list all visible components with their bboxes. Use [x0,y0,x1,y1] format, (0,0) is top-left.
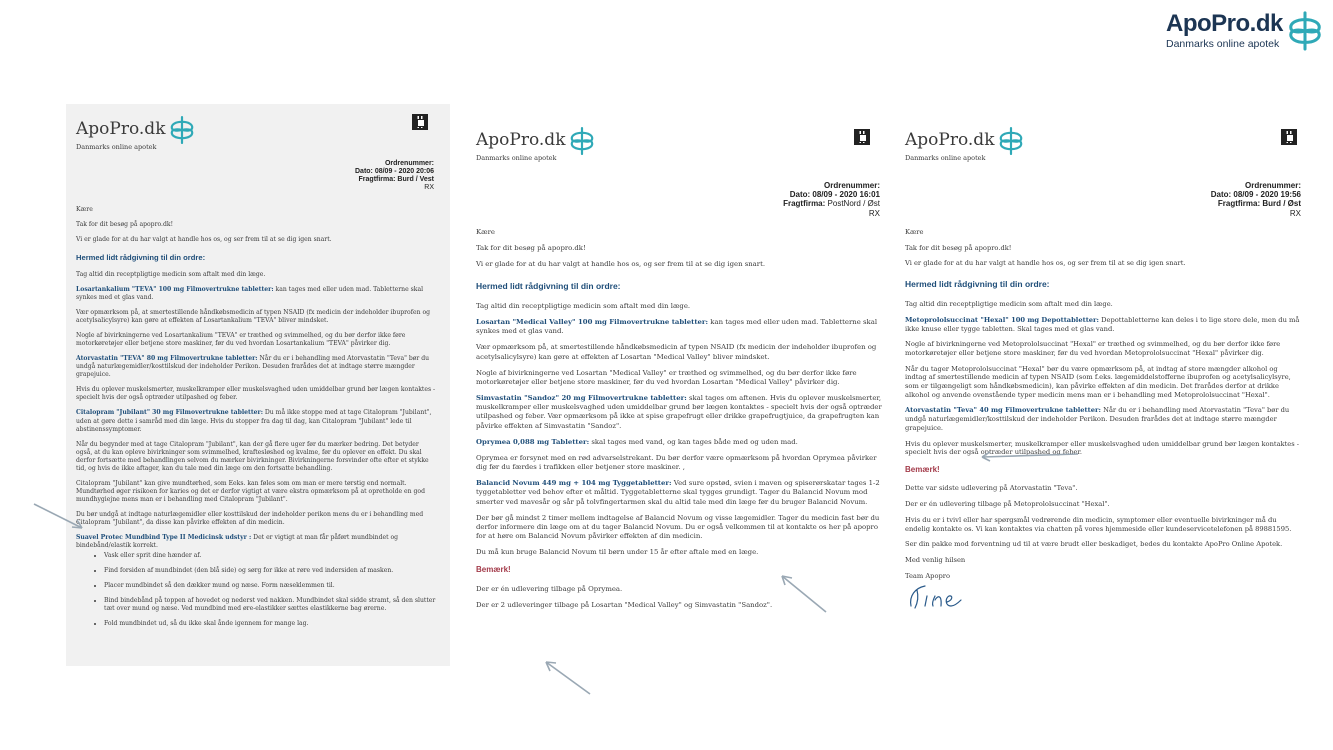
carrier: Fragtfirma: Burd / Vest [358,176,434,184]
drug-advice-4: Suavel Protec Mundbind Type II Medicinsk udstyr : Det er vigtigt at man får påført mundbindet og bindebånd/elastik korrekt. [76,533,399,549]
drug-advice-3: Oprymea 0,088 mg Tabletter: skal tages med vand, og kan tages både med og uden mad. [476,437,798,446]
brand-wordmark: ApoPro.dk [1166,10,1283,37]
paragraph: Der bør gå mindst 2 timer mellem indtagelse af Balancid Novum og visse lægemidler. Tager du medicin fast bør du derfor informere din læge om at du tager Balancid Novum. Du er også velkommen til at kontakte os her på apopro for at høre om Balancid Novum påvirker effekten af din medicin. [476,513,880,541]
letter-logo [476,129,596,163]
paragraph: Hvis du oplever muskelsmerter, muskelkramper eller muskelsvaghed uden umiddelbar grund bør lægen kontaktes - specielt hvis der også optræder utilpashed og feber. [905,439,1300,457]
general-advice: Tag altid din receptpligtige medicin som aftalt med din læge. [76,271,266,279]
order-meta [783,181,880,218]
annotation-arrow-icon [776,572,832,616]
paragraph: Nogle af bivirkningerne ved Losartan "Medical Valley" er træthed og svimmelhed, og du bør derfor ikke føre motorkøretøjer eller betjene store maskiner, før du ved hvordan Losartan "Medical Valley" påvirker dig. [476,368,857,386]
qr-code-icon [854,129,870,145]
paragraph: Når du begynder med at tage Citalopram "Jubilant", kan der gå flere uger før du mærker bedring. Det betyder også, at du kan opleve bivirkninger som svimmelhed, kraftesløshed og kvalme, før du oplever en effekt. Du skal derfor fortsætte med behandlingen selvom du mærker bivirkninger. Bivirkningerne forsvinder ofte efter et stykke tid, og hvis de ikke aftager, kan du tale med din læge om den fortsatte behandling. [76,440,429,472]
list-item: • Find forsiden af mundbindet (den blå side) og sørg for ikke at røre ved indersiden af masken. [104,567,436,575]
paragraph: Nogle af bivirkningerne ved Metoprololsuccinat "Hexal" er træthed og svimmelhed, og du bør derfor ikke føre motorkøretøjer eller betjene store maskiner, før du ved hvordan Metoprololsuccinat "Hexal" påvirker dig. [905,340,1281,357]
caduceus-knot-icon [1286,10,1324,52]
brand-tagline: Danmarks online apotek [905,153,986,162]
brand-wordmark: ApoPro.dk [905,130,995,150]
paragraph: Citalopram "Jubilant" kan give mundtørhed, som Eeks. kan føles som om man er mere tørstig end normalt. Mundtørhed øger risikoen for karies og det er derfor vigtigt at være ekstra opmærksom på at opretholde en god mundhygiejne mens man er i behandling med Citalopram "Jubilant". [76,479,425,503]
rx-label: RX [424,184,434,192]
prescription-letter-1 [66,104,450,666]
annotation-arrow-icon [30,500,90,534]
thanks-text: Tak for dit besøg på apopro.dk! [76,221,174,229]
letter-body [476,228,882,617]
paragraph: Ser din pakke mod forventning ud til at være brudt eller beskadiget, bedes du kontakte ApoPro Online Apotek. [905,540,1283,549]
order-date: Dato: 08/09 - 2020 19:56 [1210,190,1301,200]
rx-label: RX [1289,208,1301,218]
annotation-arrow-icon [976,448,1082,462]
brand-tagline: Danmarks online apotek [1166,38,1280,50]
brand-wordmark: ApoPro.dk [476,130,566,150]
list-item: • Bind bindebånd på toppen af hovedet og nederst ved nakken. Mundbindet skal sidde stramt, så den slutter tæt over mund og næse. Ved mundbind med øre-elastikker sættes elastikkerne bag ørerne. [104,597,436,613]
order-date: Dato: 08/09 - 2020 16:01 [789,190,880,200]
glad-text: Vi er glade for at du har valgt at handle hos os, og ser frem til at se dig igen snart. [76,236,332,244]
brand-tagline: Danmarks online apotek [76,142,157,151]
order-meta [1211,181,1301,218]
bemaerk-heading: Bemærk! [476,565,511,575]
caduceus-knot-icon [997,126,1025,156]
paragraph: Der er 2 udleveringer tilbage på Losartan "Medical Valley" og Simvastatin "Sandoz". [476,601,773,610]
list-item: • Placer mundbindet så den dækker mund og næse. Form næseklemmen til. [104,582,436,590]
paragraph: Vær opmærksom på, at smertestillende håndkøbsmedicin af typen NSAID (fx medicin der indeholder ibuprofen og acetylsalicylsyre) kan gøre at effekten af Losartan "Medical Valley" bliver mindsket. [476,343,877,361]
thanks-text: Tak for dit besøg på apopro.dk! [476,244,586,253]
letter-body [905,228,1301,615]
rx-label: RX [868,208,880,218]
qr-code-icon [412,114,428,130]
paragraph: Hvis du oplever muskelsmerter, muskelkramper eller muskelsvaghed uden umiddelbar grund bør lægen kontaktes - specielt hvis der også optræder utilpashed og feber. [76,386,436,402]
general-advice: Tag altid din receptpligtige medicin som aftalt med din læge. [476,301,691,310]
paragraph: Hvis du er i tvivl eller har spørgsmål vedrørende din medicin, symptomer eller eventuelle bivirkninger må du endelig kontakte os. Vi kan kontaktes via chatten på vores hjemmeside eller kundeservicetelefonen på 89881595. [905,515,1292,533]
paragraph: Dette var sidste udlevering på Atorvastatin "Teva". [905,484,1078,493]
paragraph: Der er én udlevering tilbage på Oprymea. [476,585,623,594]
mask-instructions-list [76,552,436,628]
bemaerk-heading: Bemærk! [905,465,940,474]
glad-text: Vi er glade for at du har valgt at handle hos os, og ser frem til at se dig igen snart. [905,259,1186,268]
glad-text: Vi er glade for at du har valgt at handle hos os, og ser frem til at se dig igen snart. [476,260,766,269]
advice-heading: Hermed lidt rådgivning til din ordre: [76,253,206,263]
order-number-label: Ordrenummer: [384,160,434,167]
carrier-label: Fragtfirma: [783,199,826,209]
paragraph: Oprymea er forsynet med en rød advarselstrekant. Du bør derfor være opmærksom på hvordan Oprymea påvirker dig før du færdes i trafikken eller betjener store maskiner. , [476,453,877,472]
order-date: Dato: 08/09 - 2020 20:06 [355,168,434,176]
caduceus-knot-icon [168,115,196,145]
prescription-letter-3 [903,121,1313,681]
advice-heading: Hermed lidt rådgivning til din ordre: [905,279,1050,290]
brand-wordmark: ApoPro.dk [76,119,166,139]
advice-heading: Hermed lidt rådgivning til din ordre: [476,280,621,291]
order-number-label: Ordrenummer: [823,181,880,190]
drug-advice-1: Metoprololsuccinat "Hexal" 100 mg Depottabletter: Depottabletterne kan deles i to lige store dele, men du må ikke knuse eller tygge tabletten. Skal tages med et glas vand. [905,315,1300,333]
greeting: Kære [476,228,495,236]
handwritten-signature [905,582,965,612]
main-brand-logo[interactable] [1166,12,1324,52]
drug-advice-1: Losartan "Medical Valley" 100 mg Filmovertrukne tabletter: kan tages med eller uden mad. Tabletterne skal synkes med et glas vand. [476,317,878,336]
drug-advice-2: Simvastatin "Sandoz" 20 mg Filmovertrukne tabletter: skal tages om aftenen. Hvis du oplever muskelsmerter, muskelkramper eller muskelsvaghed uden umiddelbar grund bør lægen kontaktes - specielt hvis der også optræder utilpashed og feber. Vær opmærksom på ikke at spise grapefrugt eller drikke grapefrugtjuice, da grapefrugten kan påvirke effekten af Simvastatin "Sandoz". [476,394,882,430]
annotation-arrow-icon [540,658,596,698]
drug-advice-3: Citalopram "Jubilant" 30 mg Filmovertrukne tabletter: Du må ikke stoppe med at tage Citalopram "Jubilant", uden at gøre dette i samråd med din læge. Hvis du stopper fra dag til dag, kan Citalopram "Jubilant" lede til abstinenssymptomer. [76,409,432,433]
letter-logo [905,129,1025,163]
paragraph: Der er én udlevering tilbage på Metoprololsuccinat "Hexal". [905,500,1110,509]
greeting: Kære [905,228,924,236]
carrier: Fragtfirma: Burd / Øst [1217,199,1301,209]
letter-logo [76,118,196,152]
caduceus-knot-icon [568,126,596,156]
drug-advice-2: Atorvastatin "TEVA" 80 mg Filmovertrukne tabletter: Når du er i behandling med Atorvastatin "Teva" bør du undgå naturlægemidler/kosttilskud der indeholder Perikon. Desuden frarådes det at indtage større mængder grapejuice. [76,355,430,379]
paragraph: Vær opmærksom på, at smertestillende håndkøbsmedicin af typen NSAID (fx medicin der indeholder ibuprofen og acetylsalicylsyre) kan gøre at effekten af Losartankalium "TEVA" bliver mindsket. [76,309,431,325]
greeting: Kære [76,206,93,213]
order-meta [355,160,434,192]
drug-advice-2: Atorvastatin "Teva" 40 mg Filmovertrukne tabletter: Når du er i behandling med Atorvastatin "Teva" bør du undgå naturlægemidler/kosttilskud der indeholder Perikon. Desuden frarådes det at indtage større mængder grapejuice. [905,406,1290,432]
drug-advice-4: Balancid Novum 449 mg + 104 mg Tyggetabletter: Ved sure opstød, svien i maven og spiserørskatar tages 1-2 tyggetabletter ved behov efter et måltid. Tyggetabletterne skal tygges grundigt. Tager du Balancid Novum mod smerter ved mavesår og sår på tolvfingertarmen skal du altid tale med din læge før du bruger Balancid Novum. [476,479,880,506]
letter-body [76,206,436,635]
signoff-team: Team Apopro [905,571,950,580]
paragraph: Nogle af bivirkningerne ved Losartankalium "TEVA" er træthed og svimmelhed, og du bør derfor ikke føre motorkøretøjer eller betjene store maskiner, før du ved hvordan Losartankalium "TEVA" påvirker dig. [76,332,406,348]
order-number-label: Ordrenummer: [1244,181,1301,190]
qr-code-icon [1281,129,1297,145]
paragraph: Du må kun bruge Balancid Novum til børn under 15 år efter aftale med en læge. [476,548,759,557]
paragraph: Når du tager Metoprololsuccinat "Hexal" bør du være opmærksom på, at indtag af store mængder alkohol og indtag af smertestillende medicin af typen NSAID (som f.eks. lægemiddelstofferne ibuprofen og acetylsalicylsyre, som er tilgængeligt som håndkøbsmedicin), kan påvirke effekten af din medicin. Det frarådes derfor at drikke alkohol og anvende ovenstående typer medicin mens man er i behandling med Metoprololsuccinat "Hexal". [905,364,1291,399]
list-item: • Fold mundbindet ud, så du ikke skal ånde igennem for mange lag. [104,620,436,628]
paragraph: Du bør undgå at indtage naturlægemidler eller kosttilskud der indeholder perikon mens du er i behandling med Citalopram "Jubilant", da disse kan påvirke effekten af din medicin. [76,510,424,526]
thanks-text: Tak for dit besøg på apopro.dk! [905,243,1012,252]
brand-tagline: Danmarks online apotek [476,153,557,162]
general-advice: Tag altid din receptpligtige medicin som aftalt med din læge. [905,300,1113,309]
closing: Med venlig hilsen [905,555,966,564]
drug-advice-1: Losartankalium "TEVA" 100 mg Filmovertrukne tabletter: kan tages med eller uden mad. Tabletterne skal synkes med et glas vand. [76,286,424,302]
list-item: • Vask eller sprit dine hænder af. [104,552,436,560]
carrier-value: PostNord / Øst [827,199,880,209]
